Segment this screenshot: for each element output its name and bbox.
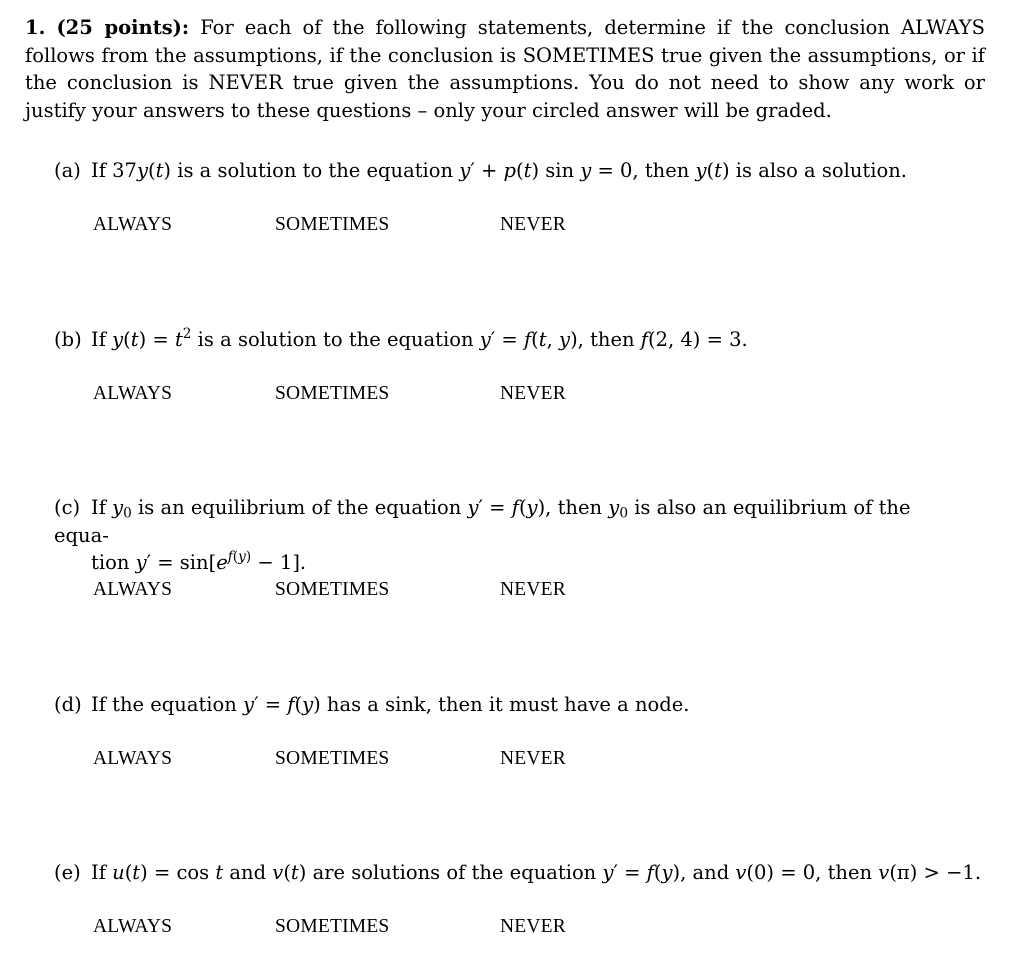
choice-never[interactable]: NEVER: [500, 383, 566, 404]
choices-c: [0, 579, 1024, 607]
choice-never[interactable]: NEVER: [500, 214, 566, 235]
part-label: (e): [54, 861, 81, 884]
choice-sometimes[interactable]: SOMETIMES: [275, 214, 390, 235]
problem-intro: For each of the following statements, determine if the conclusion ALWAYS follows from the assumptions, if the conclusion is SOMETIMES true given the assumptions, or if the conclusion is NEVER true given the assumptions. You do not need to show any work or justify your answers to these questions – only your circled answer will be graded.: [25, 16, 985, 123]
choice-always[interactable]: ALWAYS: [93, 916, 173, 937]
choices-d: [0, 748, 1024, 776]
choice-never[interactable]: NEVER: [500, 579, 566, 600]
choice-sometimes[interactable]: SOMETIMES: [275, 748, 390, 769]
choice-always[interactable]: ALWAYS: [93, 383, 173, 404]
part-statement: If the equation y′ = f(y) has a sink, then it must have a node.: [91, 693, 690, 716]
choice-always[interactable]: ALWAYS: [93, 748, 173, 769]
problem-number: 1.: [25, 16, 46, 39]
choice-never[interactable]: NEVER: [500, 748, 566, 769]
part-a: [54, 157, 954, 185]
part-statement: If u(t) = cos t and v(t) are solutions of the equation y′ = f(y), and v(0) = 0, then v(π) > −1.: [91, 861, 982, 884]
choices-a: [0, 214, 1024, 242]
part-statement-continued: tion $y' = \sin[e^{f(y)} - 1]$.: [91, 549, 307, 575]
part-statement: If 37y(t) is a solution to the equation y′ + p(t) sin y = 0, then y(t) is also a solution.: [91, 159, 907, 182]
problem-statement: [25, 14, 985, 125]
choice-sometimes[interactable]: SOMETIMES: [275, 916, 390, 937]
part-label: (c): [54, 496, 81, 519]
part-label: (b): [54, 328, 82, 351]
choice-always[interactable]: ALWAYS: [93, 579, 173, 600]
choice-always[interactable]: ALWAYS: [93, 214, 173, 235]
part-statement: If $y(t) = t^2$ is a solution to the equation y′ = f(t, y), then f(2, 4) = 3.: [91, 325, 748, 351]
choice-sometimes[interactable]: SOMETIMES: [275, 383, 390, 404]
part-d: [54, 691, 954, 719]
part-b: [54, 326, 954, 354]
part-e: [54, 859, 1014, 887]
part-label: (a): [54, 159, 81, 182]
part-label: (d): [54, 693, 82, 716]
part-c: [54, 494, 954, 577]
choices-b: [0, 383, 1024, 411]
choice-never[interactable]: NEVER: [500, 916, 566, 937]
part-statement: If $y_0$ is an equilibrium of the equation y′ = f(y), then $y_0$ is also an equilibrium of the equa-: [54, 496, 911, 547]
problem-points: (25 points):: [56, 16, 190, 39]
choice-sometimes[interactable]: SOMETIMES: [275, 579, 390, 600]
choices-e: [0, 916, 1024, 944]
